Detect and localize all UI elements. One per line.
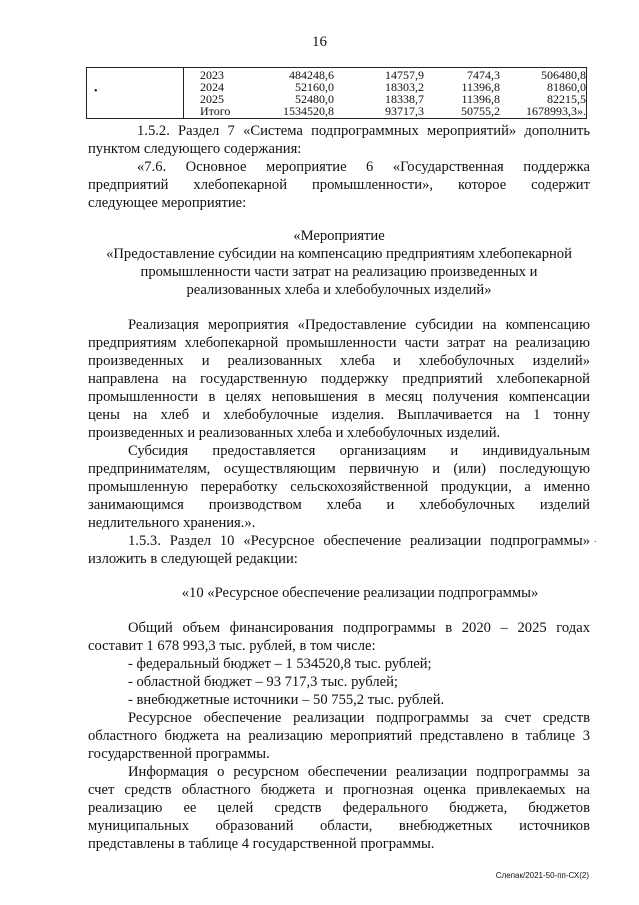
- text-line: произведенных и реализованных хлеба и хлебобулочных изделий.: [88, 425, 501, 441]
- table-row: 2024 52160,0 18303,2 11396,8 81860,0: [200, 80, 586, 94]
- text-line: реализацию ее целей средств федерального бюджета, бюджетов: [88, 800, 590, 816]
- text-line: промышленности в целях неповышения в месяц получения компенсации: [88, 389, 590, 405]
- text-line: направлена на государственную поддержку предприятий хлебопекарной: [88, 371, 590, 387]
- text-line: 1.5.3. Раздел 10 «Ресурсное обеспечение реализации подпрограммы»: [128, 533, 590, 549]
- text-line: представлены в таблице 4 государственной программы.: [88, 836, 435, 852]
- section-heading: реализованных хлеба и хлебобулочных изделий»: [186, 282, 492, 298]
- funding-table: [86, 67, 587, 119]
- text-line: Общий объем финансирования подпрограммы в 2020 – 2025 годах: [128, 620, 590, 636]
- table-values-cell: [184, 68, 587, 119]
- text-line: промышленную переработку сельскохозяйственной продукции, а именно: [88, 479, 590, 495]
- text-line: пунктом следующего содержания:: [88, 141, 302, 157]
- table-row: 2023 484248,6 14757,9 7474,3 506480,8: [200, 68, 586, 82]
- section-heading: «10 «Ресурсное обеспечение реализации подпрограммы»: [181, 585, 539, 601]
- text-line: областного бюджета на реализацию мероприятий представлено в таблице 3: [88, 728, 590, 744]
- text-line: следующее мероприятие:: [88, 195, 247, 211]
- text-line: недлительного хранения.».: [88, 515, 256, 531]
- section-heading: «Мероприятие: [293, 228, 385, 244]
- text-line: предпринимателям, осуществляющим первичную и (или) последующую: [88, 461, 590, 477]
- text-line: Реализация мероприятия «Предоставление субсидии на компенсацию: [128, 317, 590, 333]
- text-line: изложить в следующей редакции:: [88, 551, 298, 567]
- list-item: - федеральный бюджет – 1 534520,8 тыс. рублей;: [128, 656, 432, 672]
- section-heading: «Предоставление субсидии на компенсацию предприятиям хлебопекарной: [106, 246, 572, 262]
- scan-dot-mark: .: [594, 534, 597, 545]
- text-line: Информация о ресурсном обеспечении реализации подпрограммы за: [128, 764, 590, 780]
- text-line: составит 1 678 993,3 тыс. рублей, в том числе:: [88, 638, 376, 654]
- text-line: предприятиям хлебопекарной промышленности части затрат на реализацию: [88, 335, 590, 351]
- text-line: предприятий хлебопекарной промышленности», которое содержит: [88, 177, 590, 193]
- table-row: 2025 52480,0 18338,7 11396,8 82215,5: [200, 92, 586, 106]
- text-line: Ресурсное обеспечение реализации подпрограммы за счет средств: [128, 710, 590, 726]
- scan-dot-mark: •: [94, 86, 98, 97]
- table-row-total: Итого 1534520,8 93717,3 50755,2 1678993,3».: [200, 104, 586, 118]
- list-item: - областной бюджет – 93 717,3 тыс. рублей;: [128, 674, 398, 690]
- text-line: муниципальных образований области, внебюджетных источников: [88, 818, 590, 834]
- section-heading: промышленности части затрат на реализацию произведенных и: [140, 264, 538, 280]
- text-line: цены на хлеб и хлебобулочные изделия. Выплачивается на 1 тонну: [88, 407, 590, 423]
- text-line: 1.5.2. Раздел 7 «Система подпрограммных мероприятий» дополнить: [137, 123, 590, 139]
- footer-code: Слепак/2021-50-пп-СХ(2): [495, 871, 589, 880]
- table-blank-cell: [87, 68, 184, 119]
- text-line: занимающимся производством хлеба и хлебобулочных изделий: [88, 497, 590, 513]
- text-line: произведенных и реализованных хлеба и хлебобулочных изделий»: [88, 353, 590, 369]
- text-line: «7.6. Основное мероприятие 6 «Государственная поддержка: [137, 159, 590, 175]
- text-line: счет средств областного бюджета и прогнозная оценка привлекаемых на: [88, 782, 590, 798]
- text-line: государственной программы.: [88, 746, 270, 762]
- list-item: - внебюджетные источники – 50 755,2 тыс. рублей.: [128, 692, 445, 708]
- text-line: Субсидия предоставляется организациям и индивидуальным: [128, 443, 590, 459]
- page-number: 16: [312, 34, 327, 50]
